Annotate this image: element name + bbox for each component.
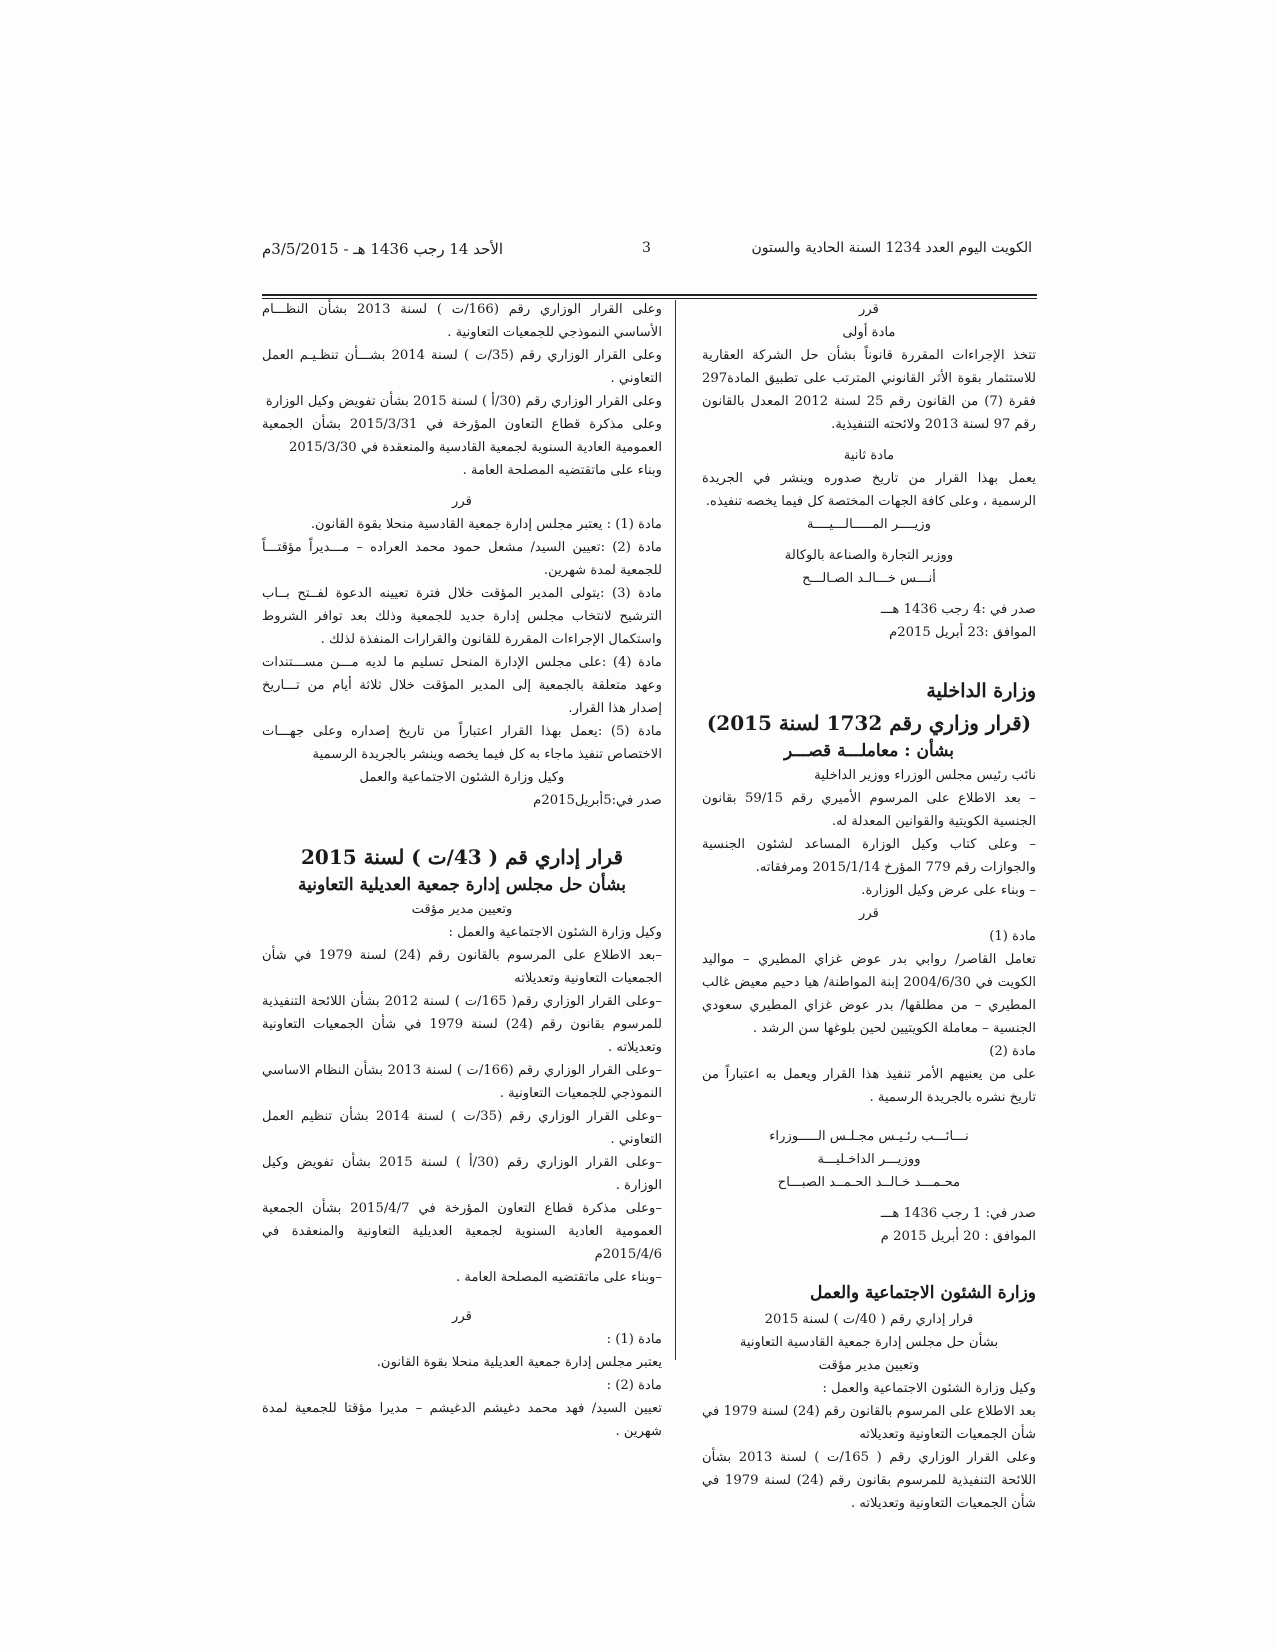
admin-43-issuer: وكيل وزارة الشئون الاجتماعية والعمل : xyxy=(448,925,662,940)
signature-1-subtitle: ووزير التجارة والصناعة بالوكالة xyxy=(784,548,954,563)
admin-43-title: قرار إداري قم ( 43/ت ) لسنة 2015 xyxy=(300,845,624,869)
admin-43-recital-1: –بعد الاطلاع على المرسوم بالقانون رقم (24) لسنة 1979 في شأن الجمعيات التعاونية وتعديلاته xyxy=(262,948,662,986)
issued-1-date: صدر في :4 رجب 1436 هـــ xyxy=(880,602,1036,617)
decree-1732-article-1-label: مادة (1) xyxy=(989,929,1036,944)
decree-1732-recital-3: – وبناء على عرض وكيل الوزارة. xyxy=(861,883,1036,898)
admin-40-article-3: مادة (3) :يتولى المدير المؤقت خلال فترة تعيينه الدعوة لفــتح بــاب الترشيح لانتخاب مجلس إدارة جديد للجمعية وذلك بعد توافر الشروط واستكمال الإجراءات المقررة للقانون والقرارات المنفذة لذلك . xyxy=(262,586,662,647)
article-2-text: يعمل بهذا القرار من تاريخ صدوره وينشر في الجريدة الرسمية ، وعلى كافة الجهات المختصة كل فيما يخصه تنفيذه. xyxy=(702,471,1036,509)
decree-1732-subject: بشأن : معاملـــة قصـــر xyxy=(783,741,955,761)
admin-40-article-5: مادة (5) :يعمل بهذا القرار اعتباراً من تاريخ إصداره وعلى جهـــات الاختصاص تنفيذ ماجاء به كل فيما يخصه وينشر بالجريدة الرسمية xyxy=(262,724,662,762)
issued-2-corresponding: الموافق : 20 أبريل 2015 م xyxy=(880,1229,1036,1244)
admin-43-recital-2: –وعلى القرار الوزاري رقم( 165/ت ) لسنة 2012 بشأن اللائحة التنفيذية للمرسوم بقانون رقم (24) لسنة 1979 في شأن الجمعيات التعاونية وتعديلاته . xyxy=(262,994,662,1055)
decree-1732-article-2-label: مادة (2) xyxy=(989,1044,1036,1059)
admin-40-title: قرار إداري رقم ( 40/ت ) لسنة 2015 xyxy=(764,1312,974,1327)
admin-43-recital-4: –وعلى القرار الوزاري رقم (35/ت ) لسنة 2014 بشأن تنظيم العمل التعاوني . xyxy=(262,1109,662,1147)
ministry-interior-heading: وزارة الداخلية xyxy=(926,680,1036,702)
admin-40-article-1: مادة (1) : يعتبر مجلس إدارة جمعية القادسية منحلا بقوة القانون. xyxy=(310,517,662,532)
signature-1-title: وزيــــر المـــــالـــيــــة xyxy=(806,517,932,532)
signature-2-subtitle: ووزيـــر الداخـليـــة xyxy=(817,1152,921,1167)
admin-43-article-2-text: تعيين السيد/ فهد محمد دغيشم الدغيشم – مديرا مؤقتا للجمعية لمدة شهرين . xyxy=(262,1401,662,1439)
admin-43-recital-7: –وبناء على ماتقتضيه المصلحة العامة . xyxy=(456,1270,662,1285)
decree-1732-recital-1: – بعد الاطلاع على المرسوم الأميري رقم 59/15 بقانون الجنسية الكويتية والقوانين المعدلة له. xyxy=(702,791,1036,829)
decree-1732-decision: قرر xyxy=(859,906,879,921)
signature-2-title: نـــائـــب رئـيـس مجـلـس الـــــوزراء xyxy=(769,1129,969,1144)
admin-40-subject: بشأن حل مجلس إدارة جمعية القادسية التعاونية xyxy=(739,1335,999,1350)
admin-43-article-1-label: مادة (1) : xyxy=(606,1332,662,1347)
admin-43-recital-5: –وعلى القرار الوزاري رقم (30/أ ) لسنة 2015 بشأن تفويض وكيل الوزارة . xyxy=(262,1155,662,1193)
admin-40-article-2: مادة (2) :تعيين السيد/ مشعل حمود محمد العراده – مـــديراً مؤقتـــاً للجمعية لمدة شهرين. xyxy=(262,540,663,578)
admin-40-recital-6: وعلى مذكرة قطاع التعاون المؤرخة في 2015/3/31 بشأن الجمعية العمومية العادية السنوية لجمعية القادسية والمنعقدة في 2015/3/30 xyxy=(262,417,662,455)
admin-40-recital-5: وعلى القرار الوزاري رقم (30/أ ) لسنة 2015 بشأن تفويض وكيل الوزارة xyxy=(265,394,662,409)
decree-1732-title: (قرار وزاري رقم 1732 لسنة 2015) xyxy=(706,711,1032,735)
header-date: الأحد 14 رجب 1436 هـ - 3/5/2015م xyxy=(262,240,504,258)
admin-40-issuer: وكيل وزارة الشئون الاجتماعية والعمل : xyxy=(822,1381,1036,1396)
admin-43-subject: بشأن حل مجلس إدارة جمعية العديلية التعاونية xyxy=(298,875,626,895)
admin-40-signature: وكيل وزارة الشئون الاجتماعية والعمل xyxy=(359,770,565,785)
admin-40-article-4: مادة (4) :على مجلس الإدارة المنحل تسليم ما لديه مـــن مســـتندات وعهد متعلقة بالجمعية إلى المدير المؤقت خلال ثلاثة أيام من تـــاريخ إصدار هذا القرار. xyxy=(262,655,662,716)
header-rule xyxy=(262,294,1037,296)
admin-43-recital-3: –وعلى القرار الوزاري رقم (166/ت ) لسنة 2013 بشأن النظام الاساسي النموذجي للجمعيات التعاونية . xyxy=(262,1063,662,1101)
admin-40-decision: قرر xyxy=(452,494,472,509)
admin-40-recital-1: بعد الاطلاع على المرسوم بالقانون رقم (24) لسنة 1979 في شأن الجمعيات التعاونية وتعديلاته xyxy=(702,1404,1036,1442)
admin-43-article-1-text: يعتبر مجلس إدارة جمعية العديلية منحلا بقوة القانون. xyxy=(376,1355,662,1370)
header-page-number: 3 xyxy=(642,240,651,256)
decree-1732-article-1-text: تعامل القاصر/ روابي بدر عوض غزاي المطيري – مواليد الكويت في 2004/6/30 إبنة المواطنة/ هيا دحيم معيض غالب المطيري – من مطلقها/ بدر عوض غزاي المطيري سعودي الجنسية – معاملة الكويتيين لحين بلوغها سن الرشد . xyxy=(702,952,1036,1036)
issued-2-date: صدر في: 1 رجب 1436 هـــ xyxy=(880,1206,1036,1221)
decree-1732-recital-2: – وعلى كتاب وكيل الوزارة المساعد لشئون الجنسية والجوازات رقم 779 المؤرخ 2015/1/14 ومرفقاته. xyxy=(702,837,1036,875)
signature-1-name: أنـــس خـــالـد الصـالـــح xyxy=(802,571,936,586)
right-column xyxy=(702,298,1036,1515)
issued-1-corresponding: الموافق :23 أبريل 2015م xyxy=(889,625,1036,640)
admin-43-article-2-label: مادة (2) : xyxy=(606,1378,662,1393)
page-header xyxy=(262,240,1032,270)
admin-40-recital-3: وعلى القرار الوزاري رقم (166/ت ) لسنة 2013 بشأن النظـــام الأساسي النموذجي للجمعيات التعاونية . xyxy=(262,302,662,340)
article-1-title: مادة أولى xyxy=(842,325,896,340)
signature-2-name: محـمـــد خـالــد الحـمــد الصبـــاح xyxy=(777,1175,961,1190)
admin-40-recital-4: وعلى القرار الوزاري رقم (35/ت ) لسنة 2014 بشـــأن تنظـيـم العمل التعاوني . xyxy=(262,348,662,386)
header-publication: الكويت اليوم العدد 1234 السنة الحادية والستون xyxy=(751,240,1032,256)
admin-43-decision: قرر xyxy=(452,1309,472,1324)
decree-1732-issuer: نائب رئيس مجلس الوزراء ووزير الداخلية xyxy=(814,768,1036,783)
admin-40-subject-2: وتعيين مدير مؤقت xyxy=(818,1358,920,1373)
admin-40-recital-2: وعلى القرار الوزاري رقم ( 165/ت ) لسنة 2013 بشأن اللائحة التنفيذية للمرسوم بقانون رقم (24) لسنة 1979 في شأن الجمعيات التعاونية وتعديلاته . xyxy=(702,1450,1036,1511)
ministry-social-heading: وزارة الشئون الاجتماعية والعمل xyxy=(810,1283,1036,1303)
article-2-title: مادة ثانية xyxy=(843,448,895,463)
admin-43-recital-6: –وعلى مذكرة قطاع التعاون المؤرخة في 2015/4/7 بشأن الجمعية العمومية العادية السنوية لجمعية العديلية التعاونية والمنعقدة في 2015/4/6م xyxy=(262,1201,662,1262)
left-column xyxy=(262,298,662,1443)
admin-40-issued: صدر في:5أبريل2015م xyxy=(533,793,662,808)
admin-43-subject-2: وتعيين مدير مؤقت xyxy=(411,902,513,917)
decision-heading: قرر xyxy=(859,302,879,317)
column-divider xyxy=(675,300,676,1360)
decree-1732-article-2-text: على من يعنيهم الأمر تنفيذ هذا القرار ويعمل به اعتباراً من تاريخ نشره بالجريدة الرسمية . xyxy=(702,1067,1036,1105)
admin-40-recital-7: وبناء على ماتقتضيه المصلحة العامة . xyxy=(462,463,662,478)
article-1-text: تتخذ الإجراءات المقررة قانوناً بشأن حل الشركة العقارية للاستثمار بقوة الأثر القانوني المترتب على تطبيق المادة297 فقرة (7) من القانون رقم 25 لسنة 2012 المعدل بالقانون رقم 97 لسنة 2013 ولائحته التنفيذية. xyxy=(702,348,1036,432)
